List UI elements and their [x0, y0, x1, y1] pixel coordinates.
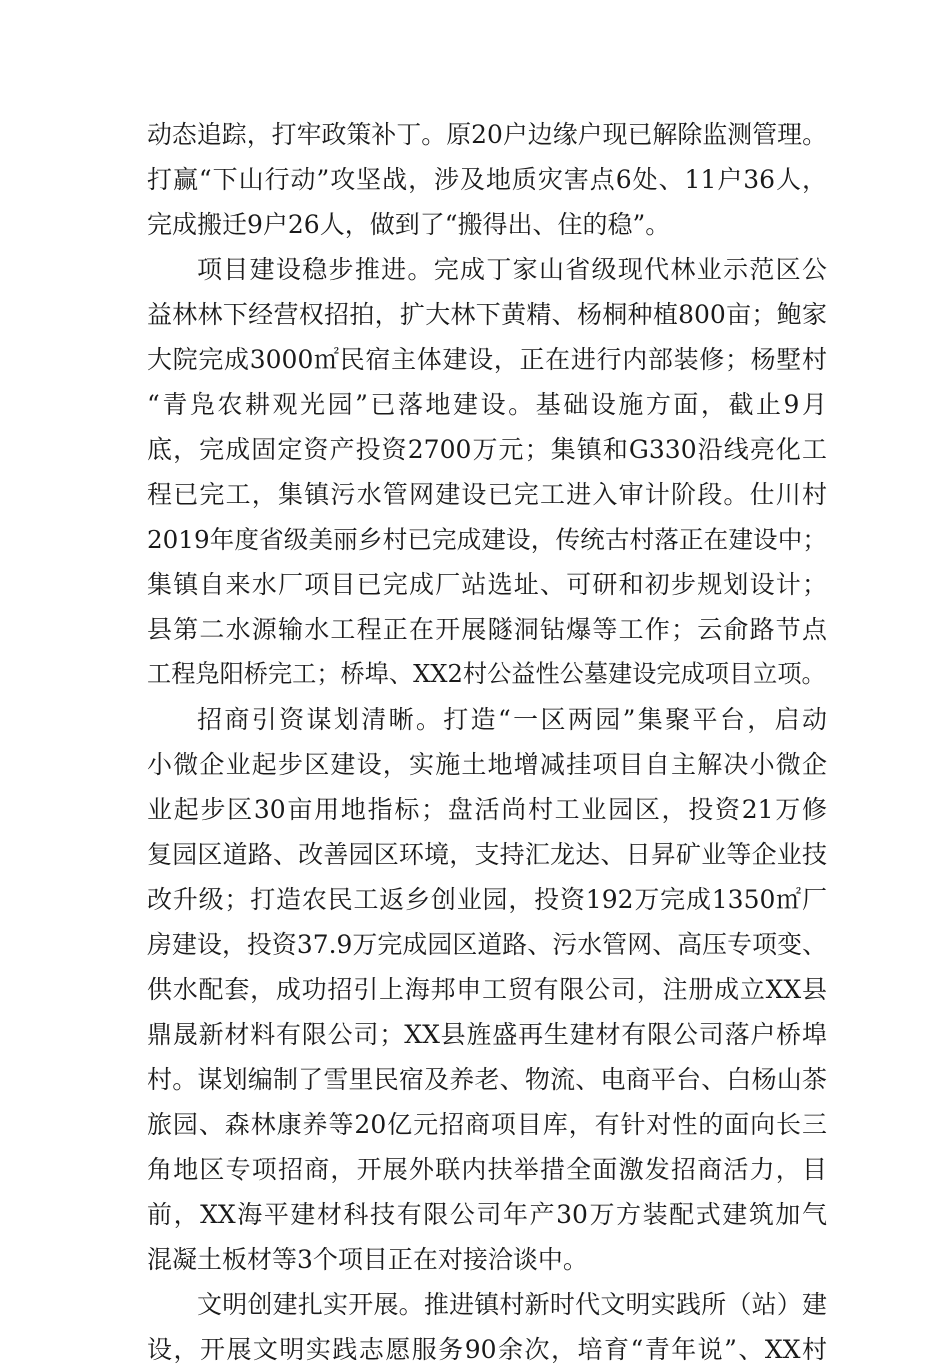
text-line: 供水配套，成功招引上海邦申工贸有限公司，注册成立XX县	[147, 975, 827, 1004]
text-line: 设，开展文明实践志愿服务90余次，培育“青年说”、XX村	[147, 1335, 827, 1364]
text-line: 小微企业起步区建设，实施土地增减挂项目自主解决小微企	[147, 750, 827, 779]
text-line: 程已完工，集镇污水管网建设已完工进入审计阶段。仕川村	[147, 480, 827, 509]
text-line: “青凫农耕观光园”已落地建设。基础设施方面，截止9月	[147, 390, 827, 419]
text-line: 角地区专项招商，开展外联内扶举措全面激发招商活力，目	[147, 1155, 827, 1184]
text-line: 项目建设稳步推进。完成丁家山省级现代林业示范区公	[197, 255, 827, 284]
text-line: 村。谋划编制了雪里民宿及养老、物流、电商平台、白杨山茶	[147, 1065, 827, 1094]
text-line: 招商引资谋划清晰。打造“一区两园”集聚平台，启动	[197, 705, 827, 734]
text-line: 县第二水源输水工程正在开展隧洞钻爆等工作；云俞路节点	[147, 615, 827, 644]
text-line: 旅园、森林康养等20亿元招商项目库，有针对性的面向长三	[147, 1110, 827, 1139]
text-line: 复园区道路、改善园区环境，支持汇龙达、日昇矿业等企业技	[147, 840, 827, 869]
text-line: 文明创建扎实开展。推进镇村新时代文明实践所（站）建	[197, 1290, 827, 1319]
text-line: 完成搬迁9户26人，做到了“搬得出、住的稳”。	[147, 210, 671, 239]
text-line: 改升级；打造农民工返乡创业园，投资192万完成1350㎡厂	[147, 885, 827, 914]
text-line: 集镇自来水厂项目已完成厂站选址、可研和初步规划设计；	[147, 570, 827, 599]
text-line: 底，完成固定资产投资2700万元；集镇和G330沿线亮化工	[147, 435, 827, 464]
text-line: 2019年度省级美丽乡村已完成建设，传统古村落正在建设中；	[147, 525, 827, 554]
text-line: 益林林下经营权招拍，扩大林下黄精、杨桐种植800亩；鲍家	[147, 300, 827, 329]
text-line: 大院完成3000㎡民宿主体建设，正在进行内部装修；杨墅村	[147, 345, 827, 374]
text-line: 房建设，投资37.9万完成园区道路、污水管网、高压专项变、	[147, 930, 827, 959]
text-line: 鼎晟新材料有限公司；XX县旌盛再生建材有限公司落户桥埠	[147, 1020, 827, 1049]
document-body	[147, 112, 827, 1372]
text-line: 动态追踪，打牢政策补丁。原20户边缘户现已解除监测管理。	[147, 120, 827, 149]
text-line: 前，XX海平建材科技有限公司年产30万方装配式建筑加气	[147, 1200, 827, 1229]
text-line: 打赢“下山行动”攻坚战，涉及地质灾害点6处、11户36人，	[147, 165, 827, 194]
text-line: 混凝土板材等3个项目正在对接洽谈中。	[147, 1245, 588, 1274]
text-line: 工程凫阳桥完工；桥埠、XX2村公益性公墓建设完成项目立项。	[147, 660, 826, 688]
text-line: 业起步区30亩用地指标；盘活尚村工业园区，投资21万修	[147, 795, 827, 824]
